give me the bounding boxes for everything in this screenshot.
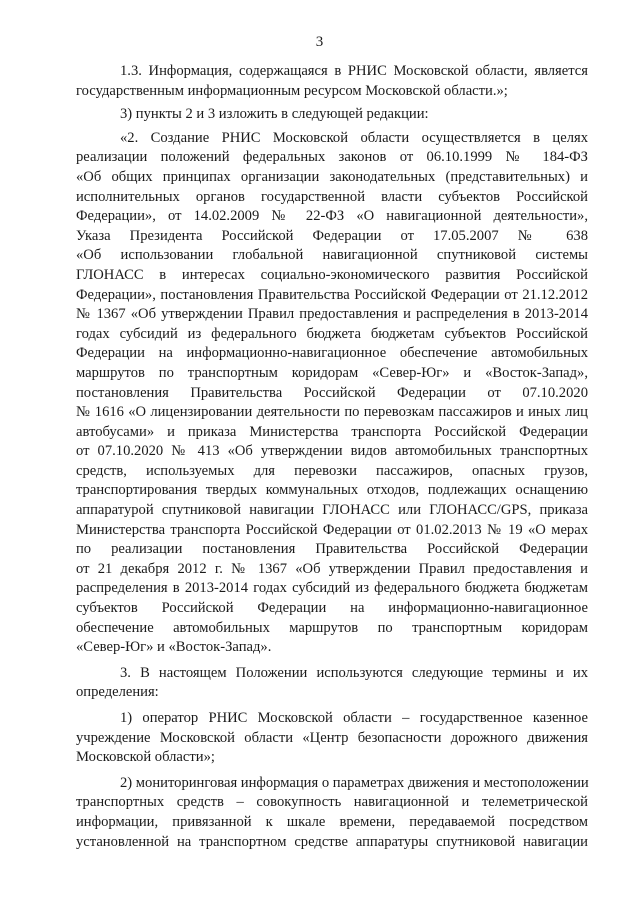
text-line: по реализации постановления Правительства Российской Федерации: [76, 541, 588, 558]
text-line: исполнительных органов государственной власти субъектов Российской: [76, 188, 588, 205]
text-line: 1) оператор РНИС Московской области – государственное казенное: [120, 710, 588, 726]
text-line: информации, привязанной к шкале времени, передаваемой посредством: [76, 813, 588, 830]
document-body: [76, 62, 588, 852]
text-line: «2. Создание РНИС Московской области осуществляется в целях: [120, 129, 588, 146]
text-line: «Об общих принципах организации законодательных (представительных) и: [76, 168, 588, 185]
text-line: № 1616 «О лицензировании деятельности по перевозкам пассажиров и иных лиц: [76, 404, 588, 421]
text-line: ГЛОНАСС в интересах социально-экономического развития Российской: [76, 266, 588, 283]
text-line: государственным информационным ресурсом Московской области.»;: [76, 82, 508, 99]
text-line: учреждение Московской области «Центр безопасности дорожного движения: [76, 729, 588, 746]
page-number: 3: [315, 34, 324, 50]
text-line: реализации положений федеральных законов от 06.10.1999 № 184-ФЗ: [76, 149, 588, 166]
text-line: Указа Президента Российской Федерации от 17.05.2007 № 638: [76, 227, 588, 244]
text-line: Федерации», от 14.02.2009 № 22-ФЗ «О навигационной деятельности»,: [76, 208, 588, 225]
text-line: 3) пункты 2 и 3 изложить в следующей редакции:: [120, 106, 429, 123]
text-line: «Север-Юг» и «Восток-Запад».: [76, 639, 272, 656]
text-line: средств, используемых для перевозки пассажиров, опасных грузов,: [76, 462, 588, 479]
text-line: распределения в 2013-2014 годах субсидий из федерального бюджета бюджетам: [76, 580, 588, 597]
text-line: № 1367 «Об утверждении Правил предоставления и распределения в 2013-2014: [76, 306, 588, 323]
text-line: «Об использовании глобальной навигационной спутниковой системы: [76, 247, 588, 264]
text-line: определения:: [76, 684, 159, 701]
text-line: 2) мониторинговая информация о параметрах движения и местоположении: [120, 774, 589, 791]
text-line: от 21 декабря 2012 г. № 1367 «Об утверждении Правил предоставления и: [76, 560, 588, 577]
text-line: от 07.10.2020 № 413 «Об утверждении видов автомобильных транспортных: [76, 443, 588, 460]
text-line: обеспечение автомобильных маршрутов по транспортным коридорам: [76, 619, 588, 636]
text-line: Федерации», постановления Правительства Российской Федерации от 21.12.2012: [76, 286, 588, 303]
text-line: 1.3. Информация, содержащаяся в РНИС Московской области, является: [120, 63, 588, 79]
text-line: 3. В настоящем Положении используются следующие термины и их: [120, 664, 588, 681]
text-line: Федерации на информационно-навигационное обеспечение автомобильных: [76, 345, 588, 362]
text-line: годах субсидий из федерального бюджета бюджетам субъектов Российской: [76, 325, 588, 342]
text-line: транспортирования твердых коммунальных отходов, подлежащих оснащению: [76, 482, 588, 499]
text-line: Министерства транспорта Российской Федерации от 01.02.2013 № 19 «О мерах: [76, 521, 588, 538]
text-line: установленной на транспортном средстве аппаратуры спутниковой навигации: [76, 833, 588, 850]
text-line: маршрутов по транспортным коридорам «Север-Юг» и «Восток-Запад»,: [76, 364, 588, 381]
text-line: автобусами» и приказа Министерства транспорта Российской Федерации: [76, 423, 588, 440]
text-line: Московской области»;: [76, 749, 215, 766]
text-line: постановления Правительства Российской Федерации от 07.10.2020: [76, 384, 588, 401]
text-line: транспортных средств – совокупность навигационной и телеметрической: [76, 794, 588, 811]
text-line: субъектов Российской Федерации на информационно-навигационное: [76, 600, 588, 617]
text-line: аппаратурой спутниковой навигации ГЛОНАСС или ГЛОНАСС/GPS, приказа: [76, 502, 588, 519]
